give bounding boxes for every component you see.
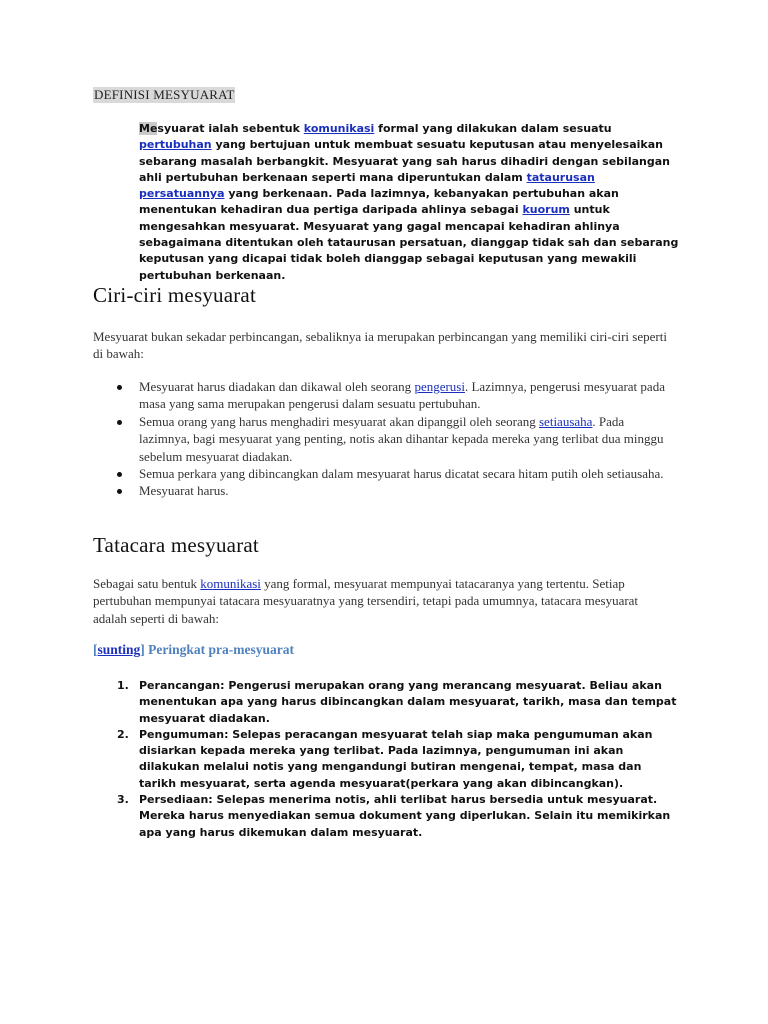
tatacara-text-2: yang formal, mesyuarat mempunyai tatacaranya yang tertentu. Setiap pertubuhan mempunyai tatacara mesyuaratnya yang tersendiri, tetapi pada umumnya, tatacara mesyuarat adalah seperti di bawah: bbox=[93, 576, 639, 626]
list-item bbox=[93, 792, 678, 841]
step-number: 2. bbox=[117, 727, 129, 741]
bullet-icon bbox=[117, 385, 122, 390]
link-pertubuhan[interactable]: pertubuhan bbox=[139, 138, 212, 152]
definition-paragraph bbox=[139, 121, 679, 284]
highlighted-initial: Me bbox=[139, 122, 158, 135]
section-heading-tatacara: Tatacara mesyuarat bbox=[93, 533, 259, 557]
tatacara-paragraph bbox=[93, 575, 673, 627]
step-text: Pengumuman: Selepas peracangan mesyuarat telah siap maka pengumuman akan disiarkan kepada mereka yang terlibat. Pada lazimnya, pengumuman ini akan dilakukan melalui notis yang mengandungi butiran mengenai, tempat, masa dan tarikh mesyuarat, serta agenda mesyuarat(perkara yang akan dibincangkan). bbox=[139, 727, 653, 790]
subsection-title: Peringkat pra-mesyuarat bbox=[144, 642, 295, 657]
bullet-text: . Pada lazimnya, bagi mesyuarat yang penting, notis akan dihantar kepada mereka yang terlibat dua minggu sebelum mesyuarat diadakan. bbox=[139, 413, 664, 464]
definition-text-1: syuarat ialah sebentuk bbox=[157, 122, 304, 135]
tatacara-text-1: Sebagai satu bentuk bbox=[93, 576, 201, 591]
edit-link-sunting[interactable]: sunting bbox=[97, 642, 141, 657]
bullet-icon bbox=[117, 420, 122, 425]
list-item bbox=[93, 727, 678, 792]
ciri-bullet-list bbox=[93, 378, 678, 500]
section-heading-ciri: Ciri-ciri mesyuarat bbox=[93, 283, 256, 307]
step-number: 1. bbox=[117, 679, 129, 692]
link-setiausaha[interactable]: setiausaha bbox=[539, 413, 593, 429]
list-item bbox=[93, 482, 678, 499]
step-text: Perancangan: Pengerusi merupakan orang yang merancang mesyuarat. Beliau akan menentukan apa yang harus dibincangkan dalam mesyuarat, tarikh, masa dan tempat mesyuarat diadakan. bbox=[139, 679, 677, 725]
definition-text-4: yang berkenaan. Pada lazimnya, kebanyakan pertubuhan akan menentukan kehadiran dua pertiga daripada ahlinya sebagai bbox=[139, 187, 619, 217]
pre-meeting-steps-list bbox=[93, 678, 678, 841]
definition-text-3: yang bertujuan untuk membuat sesuatu keputusan atau menyelesaikan sebarang masalah berbangkit. Mesyuarat yang sah harus dihadiri dengan sebilangan ahli pertubuhan berkenaan seperti mana diperuntukan dalam bbox=[139, 138, 670, 184]
bullet-icon bbox=[117, 489, 122, 494]
definition-text-5: untuk mengesahkan mesyuarat. Mesyuarat yang gagal mencapai kehadiran ahlinya sebagaimana ditentukan oleh tataurusan persatuan, dianggap tidak sah dan sebarang keputusan yang dicapai tidak boleh dianggap sebagai keputusan yang mewakili pertubuhan berkenaan. bbox=[139, 203, 679, 282]
bullet-text: Mesyuarat harus diadakan dan dikawal oleh seorang bbox=[139, 379, 415, 394]
bullet-text: Mesyuarat harus. bbox=[139, 483, 229, 499]
list-item bbox=[93, 465, 678, 482]
list-item bbox=[93, 413, 678, 465]
bullet-text: Semua perkara yang dibincangkan dalam mesyuarat harus dicatat secara hitam putih oleh setiausaha. bbox=[139, 466, 664, 482]
link-pengerusi[interactable]: pengerusi bbox=[414, 379, 465, 394]
link-komunikasi[interactable]: komunikasi bbox=[303, 122, 375, 135]
bullet-icon bbox=[117, 472, 122, 477]
step-number: 3. bbox=[117, 793, 129, 807]
bullet-text: . Lazimnya, pengerusi mesyuarat pada masa yang sama merupakan pengerusi dalam sesuatu pertubuhan. bbox=[139, 379, 665, 412]
definition-text-2: formal yang dilakukan dalam sesuatu bbox=[374, 122, 612, 135]
page-title: DEFINISI MESYUARAT bbox=[94, 87, 235, 102]
bracket-open: [ bbox=[93, 642, 98, 657]
step-text: Persediaan: Selepas menerima notis, ahli terlibat harus bersedia untuk mesyuarat. Mereka harus menyediakan semua dokument yang diperlukan. Selain itu memikirkan apa yang harus dikemukan dalam mesyuarat. bbox=[139, 793, 671, 839]
bullet-text: Semua orang yang harus menghadiri mesyuarat akan dipanggil oleh seorang bbox=[139, 413, 539, 429]
link-kuorum[interactable]: kuorum bbox=[522, 203, 570, 217]
link-tataurusan[interactable]: tataurusan persatuannya bbox=[139, 170, 595, 201]
ciri-intro-paragraph: Mesyuarat bukan sekadar perbincangan, sebaliknya ia merupakan perbincangan yang memiliki ciri-ciri seperti di bawah: bbox=[93, 329, 667, 362]
list-item bbox=[93, 678, 678, 727]
bracket-close: ] bbox=[140, 642, 145, 657]
list-item bbox=[93, 378, 678, 413]
link-komunikasi-2[interactable]: komunikasi bbox=[200, 576, 261, 591]
subsection-heading bbox=[93, 642, 294, 658]
